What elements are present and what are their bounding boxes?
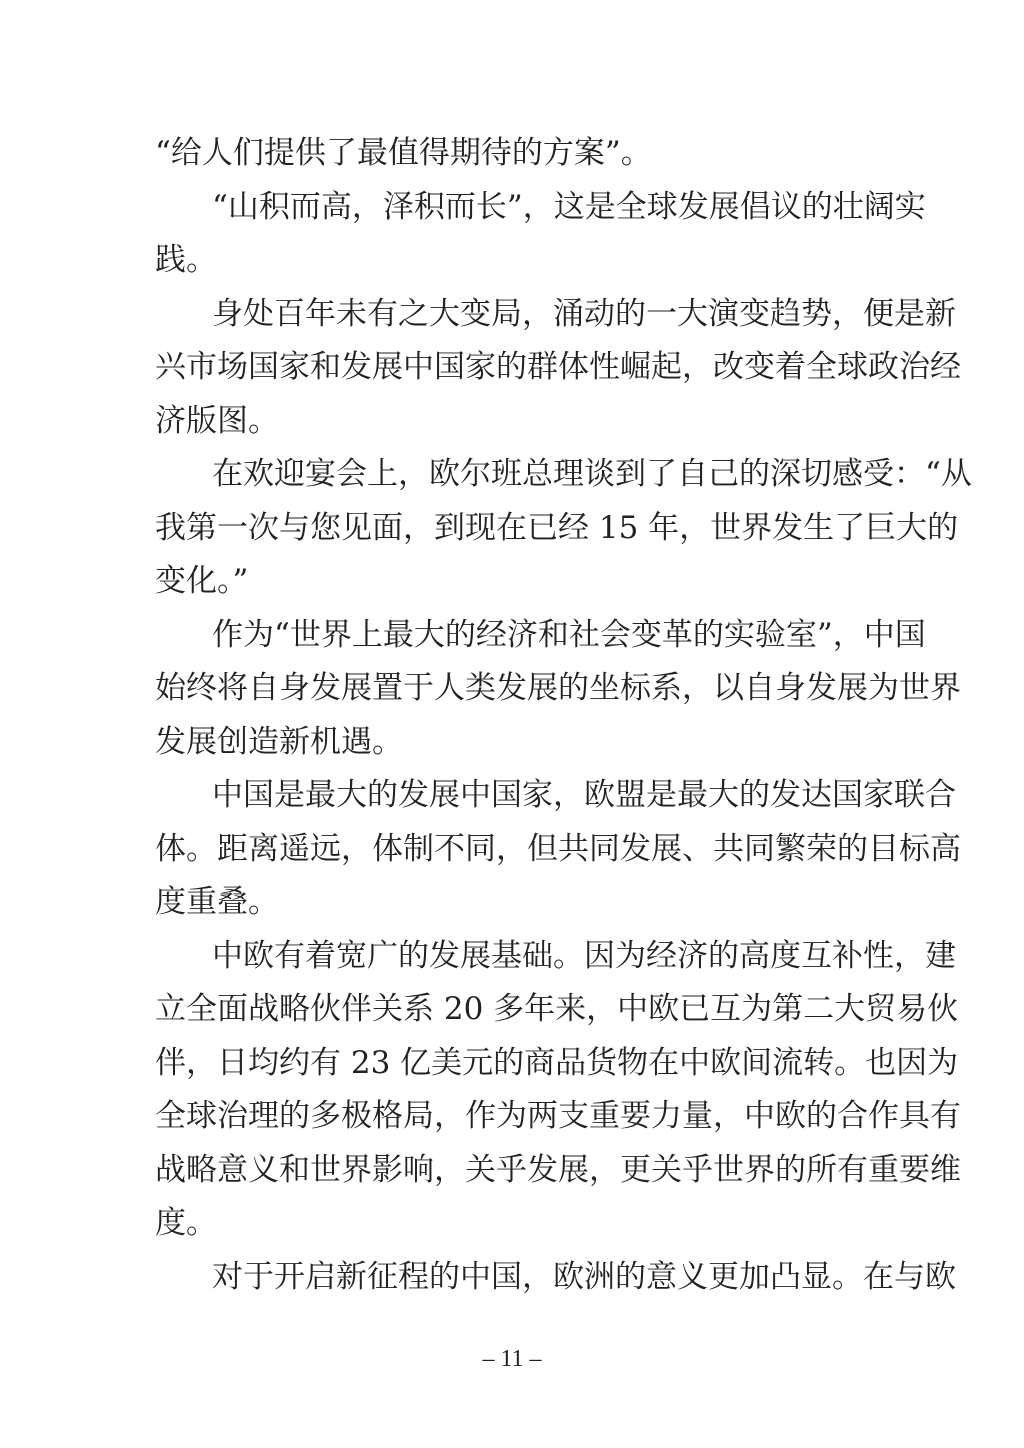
text-line: 发展创造新机遇。 — [155, 724, 403, 760]
text-line: 伴，日均约有 23 亿美元的商品货物在中欧间流转。也因为 — [155, 1045, 959, 1081]
text-line: 变化。” — [155, 563, 249, 599]
text-line: “给人们提供了最值得期待的方案”。 — [155, 135, 652, 171]
text-line: “山积而高，泽积而长”，这是全球发展倡议的壮阔实 — [212, 189, 926, 225]
text-line: 战略意义和世界影响，关乎发展，更关乎世界的所有重要维 — [155, 1152, 961, 1188]
text-line: 身处百年未有之大变局，涌动的一大演变趋势，便是新 — [212, 296, 956, 332]
text-line: 作为“世界上最大的经济和社会变革的实验室”，中国 — [212, 617, 926, 653]
page-number: – 11 – — [482, 1346, 542, 1372]
text-line: 中欧有着宽广的发展基础。因为经济的高度互补性，建 — [212, 938, 956, 974]
text-line: 体。距离遥远，体制不同，但共同发展、共同繁荣的目标高 — [155, 831, 961, 867]
text-line: 我第一次与您见面，到现在已经 15 年，世界发生了巨大的 — [155, 510, 959, 546]
text-line: 始终将自身发展置于人类发展的坐标系，以自身发展为世界 — [155, 670, 961, 706]
text-line: 济版图。 — [155, 403, 279, 439]
text-line: 度重叠。 — [155, 884, 279, 920]
text-line: 在欢迎宴会上，欧尔班总理谈到了自己的深切感受：“从 — [212, 456, 972, 492]
text-line: 中国是最大的发展中国家，欧盟是最大的发达国家联合 — [212, 777, 956, 813]
text-line: 度。 — [155, 1205, 217, 1241]
text-line: 对于开启新征程的中国，欧洲的意义更加凸显。在与欧 — [212, 1259, 956, 1295]
text-line: 兴市场国家和发展中国家的群体性崛起，改变着全球政治经 — [155, 349, 961, 385]
text-line: 全球治理的多极格局，作为两支重要力量，中欧的合作具有 — [155, 1098, 961, 1134]
text-line: 立全面战略伙伴关系 20 多年来，中欧已互为第二大贸易伙 — [155, 991, 959, 1027]
text-line: 践。 — [155, 242, 217, 278]
